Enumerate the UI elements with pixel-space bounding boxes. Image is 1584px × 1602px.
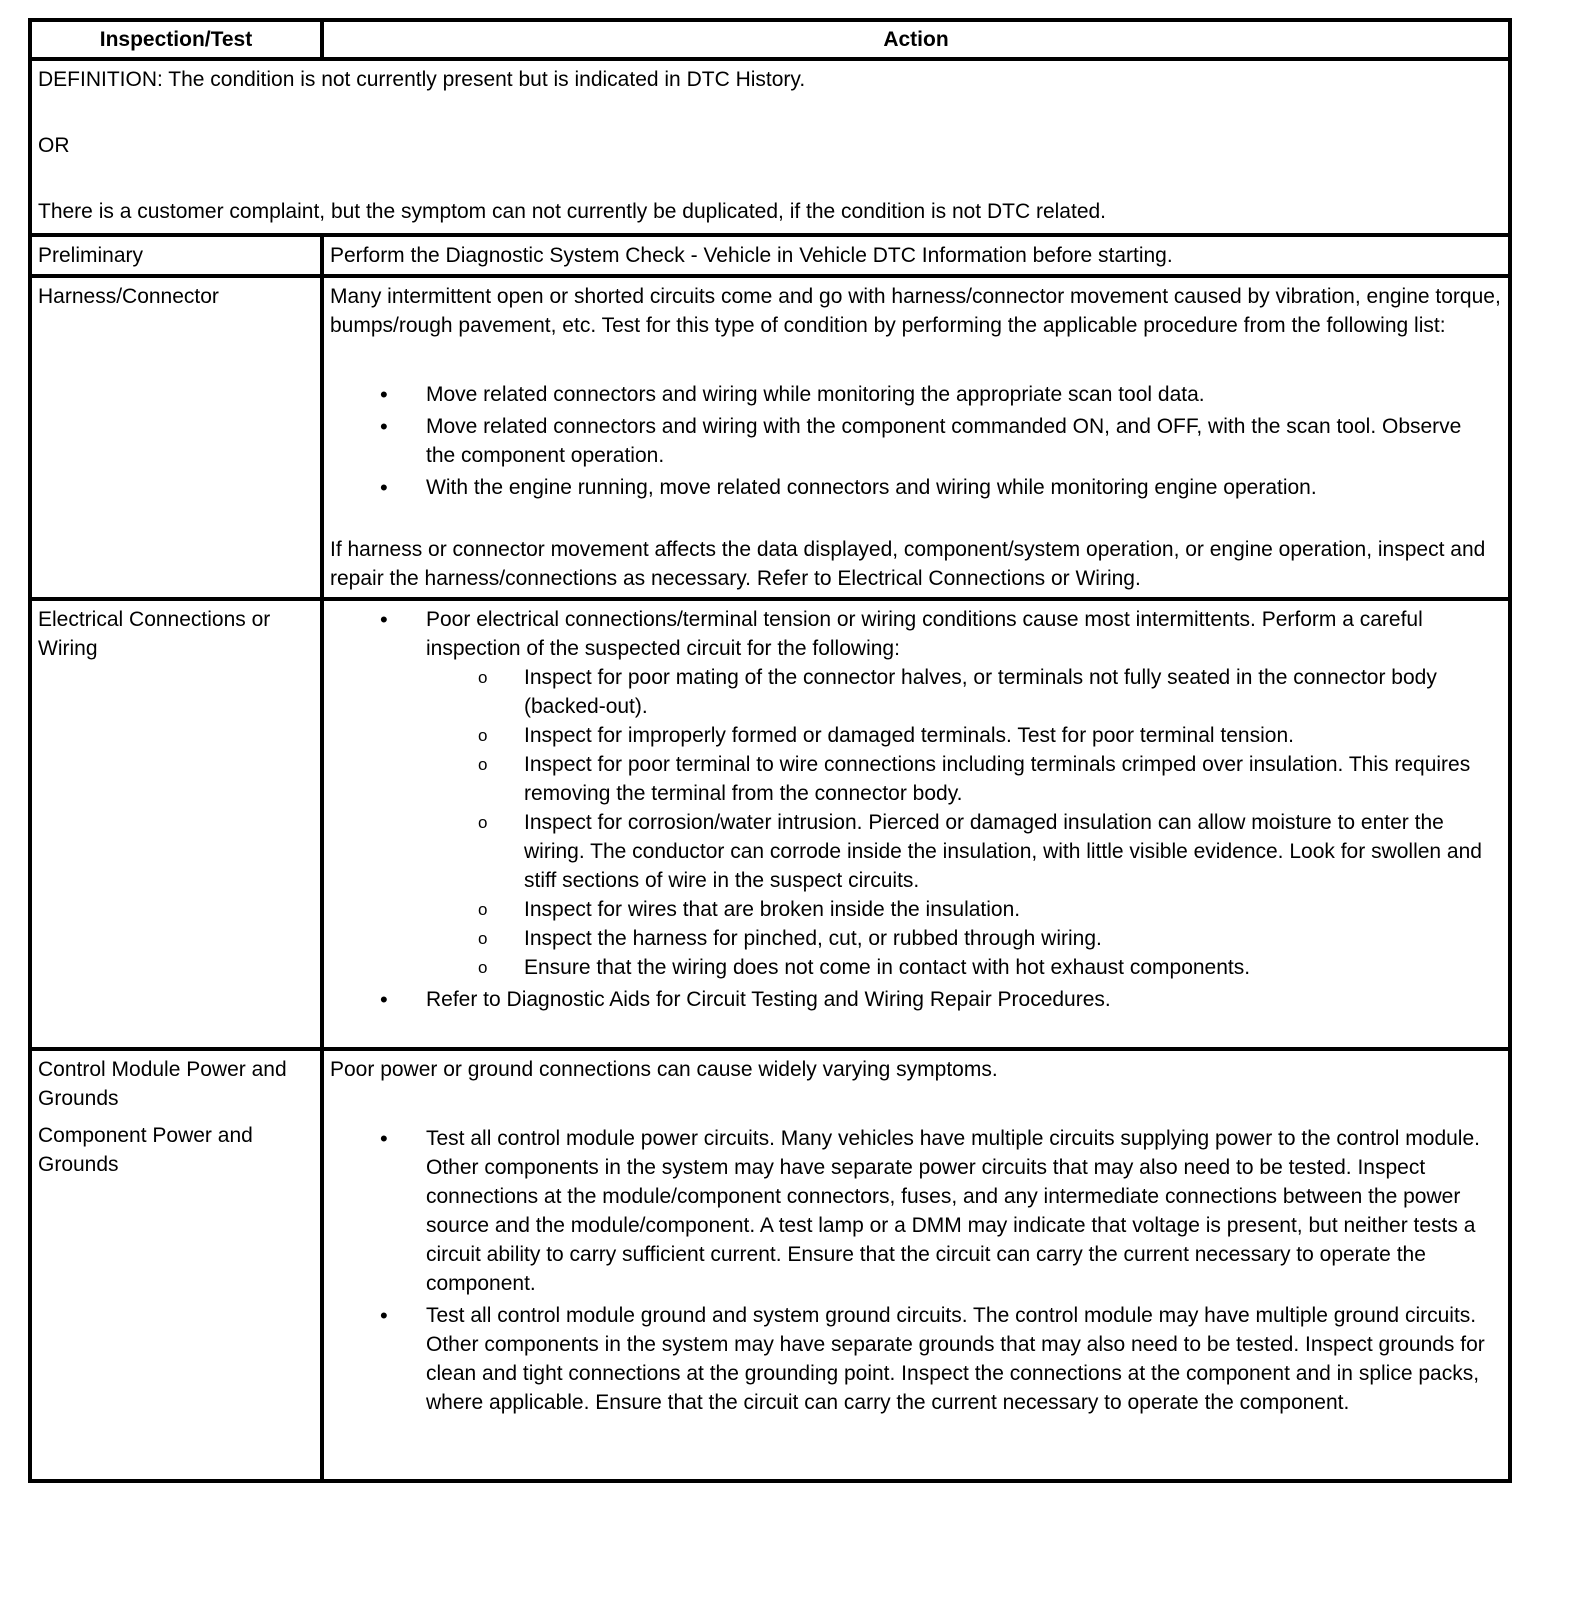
electrical-bullet-list	[330, 605, 1502, 1014]
header-inspection-test: Inspection/Test	[30, 20, 322, 59]
sub-list-item: o Ensure that the wiring does not come in contact with hot exhaust components.	[524, 953, 1496, 982]
sub-list-item: o Inspect for corrosion/water intrusion. Pierced or damaged insulation can allow moisture to enter the wiring. The conductor can corrode inside the insulation, with little visible evidence. Look for swollen and stiff sections of wire in the suspect circuits.	[524, 808, 1496, 895]
electrical-sub-list	[426, 663, 1496, 982]
preliminary-row	[30, 235, 1510, 276]
harness-bullet-list	[330, 380, 1502, 502]
list-item: • Refer to Diagnostic Aids for Circuit Testing and Wiring Repair Procedures.	[426, 985, 1496, 1014]
power-bullet-list	[330, 1124, 1502, 1417]
diagnostic-table	[28, 18, 1512, 1483]
definition-cell	[30, 59, 1510, 235]
electrical-bullet-text: Poor electrical connections/terminal tension or wiring conditions cause most intermittents. Perform a careful inspection of the suspected circuit for the following:	[426, 608, 1423, 660]
preliminary-text: Perform the Diagnostic System Check - Vehicle in Vehicle DTC Information before starting.	[322, 235, 1510, 276]
harness-outro: If harness or connector movement affects the data displayed, component/system operation, or engine operation, inspect and repair the harness/connections as necessary. Refer to Electrical Connections or Wiring.	[330, 538, 1486, 590]
definition-complaint: There is a customer complaint, but the symptom can not currently be duplicated, if the condition is not DTC related.	[38, 200, 1107, 223]
power-label-cell	[30, 1049, 322, 1481]
power-intro: Poor power or ground connections can cause widely varying symptoms.	[330, 1058, 998, 1081]
electrical-action	[322, 599, 1510, 1049]
definition-row	[30, 59, 1510, 235]
sub-list-item: o Inspect for wires that are broken inside the insulation.	[524, 895, 1496, 924]
power-label-component: Component Power and Grounds	[38, 1124, 253, 1176]
harness-label: Harness/Connector	[30, 276, 322, 599]
sub-list-item: o Inspect the harness for pinched, cut, or rubbed through wiring.	[524, 924, 1496, 953]
list-item: • With the engine running, move related connectors and wiring while monitoring engine operation.	[426, 473, 1496, 502]
header-row	[30, 20, 1510, 59]
preliminary-label: Preliminary	[30, 235, 322, 276]
list-item: • Move related connectors and wiring with the component commanded ON, and OFF, with the scan tool. Observe the component operation.	[426, 412, 1496, 470]
electrical-row	[30, 599, 1510, 1049]
power-row	[30, 1049, 1510, 1481]
list-item: • Test all control module ground and system ground circuits. The control module may have multiple ground circuits. Other components in the system may have separate grounds that may also need to be tested. Inspect grounds for clean and tight connections at the grounding point. Inspect the connections at the component and in splice packs, where applicable. Ensure that the circuit can carry the current necessary to operate the component.	[426, 1301, 1496, 1417]
definition-text: DEFINITION: The condition is not currently present but is indicated in DTC History.	[38, 68, 806, 91]
sub-list-item: o Inspect for poor mating of the connector halves, or terminals not fully seated in the connector body (backed-out).	[524, 663, 1496, 721]
power-label-control-module: Control Module Power and Grounds	[38, 1058, 287, 1110]
electrical-label: Electrical Connections or Wiring	[30, 599, 322, 1049]
sub-list-item: o Inspect for improperly formed or damaged terminals. Test for poor terminal tension.	[524, 721, 1496, 750]
harness-intro: Many intermittent open or shorted circuits come and go with harness/connector movement caused by vibration, engine torque, bumps/rough pavement, etc. Test for this type of condition by performing the applicable procedure from the following list:	[330, 285, 1501, 337]
power-action	[322, 1049, 1510, 1481]
header-action: Action	[322, 20, 1510, 59]
list-item: • Move related connectors and wiring while monitoring the appropriate scan tool data.	[426, 380, 1496, 409]
list-item: • Test all control module power circuits. Many vehicles have multiple circuits supplying power to the control module. Other components in the system may have separate power circuits that may also need to be tested. Inspect connections at the module/component connectors, fuses, and any intermediate connections between the power source and the module/component. A test lamp or a DMM may indicate that voltage is present, but neither tests a circuit ability to carry sufficient current. Ensure that the circuit can carry the current necessary to operate the component.	[426, 1124, 1496, 1298]
harness-action	[322, 276, 1510, 599]
sub-list-item: o Inspect for poor terminal to wire connections including terminals crimped over insulation. This requires removing the terminal from the connector body.	[524, 750, 1496, 808]
list-item	[426, 605, 1496, 982]
definition-or: OR	[38, 134, 70, 157]
harness-row	[30, 276, 1510, 599]
